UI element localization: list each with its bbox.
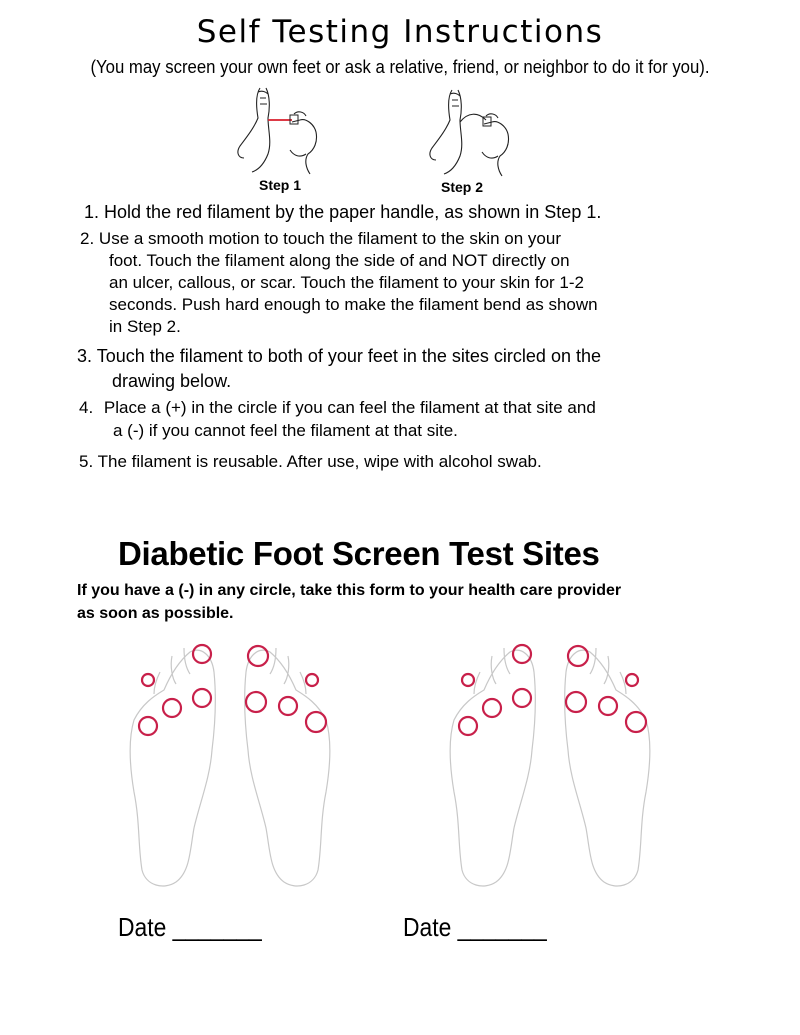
test-site-circle[interactable]: [193, 689, 211, 707]
instruction-number: 2.: [80, 229, 95, 248]
instruction-text: in Step 2.: [109, 317, 181, 336]
instruction-number: 3.: [77, 346, 93, 366]
instruction-text: a (-) if you cannot feel the filament at that site.: [113, 421, 458, 440]
instruction-number: 5.: [79, 452, 94, 471]
section-title: Diabetic Foot Screen Test Sites: [118, 535, 600, 572]
test-site-circle[interactable]: [163, 699, 181, 717]
instruction-text: drawing below.: [112, 371, 232, 391]
test-site-circle[interactable]: [626, 712, 646, 732]
test-site-circle[interactable]: [513, 645, 531, 663]
test-site-circle[interactable]: [459, 717, 477, 735]
instruction-text: seconds. Push hard enough to make the filament bend as shown: [109, 295, 598, 314]
test-site-circle[interactable]: [306, 674, 318, 686]
test-site-circle[interactable]: [568, 646, 588, 666]
instruction-2: [80, 228, 598, 338]
test-site-circle[interactable]: [483, 699, 501, 717]
instruction-4: [79, 396, 596, 442]
step1-illustration: [228, 84, 328, 176]
left-foot: [450, 645, 535, 886]
test-site-circle[interactable]: [246, 692, 266, 712]
instruction-1: [84, 201, 601, 224]
test-site-circle[interactable]: [462, 674, 474, 686]
test-site-circle[interactable]: [513, 689, 531, 707]
step1-label: Step 1: [259, 177, 302, 193]
instruction-5: [79, 451, 542, 473]
instruction-text: The filament is reusable. After use, wipe with alcohol swab.: [97, 452, 542, 471]
warning-line: as soon as possible.: [77, 605, 234, 622]
page-subtitle: (You may screen your own feet or ask a relative, friend, or neighbor to do it for you).: [90, 57, 710, 77]
instruction-3: [77, 344, 601, 394]
right-foot: [565, 646, 650, 886]
warning-line: If you have a (-) in any circle, take this form to your health care provider: [77, 582, 622, 599]
date-field-left[interactable]: Date _______: [118, 912, 262, 942]
right-foot: [245, 646, 330, 886]
date-field-right[interactable]: Date _______: [403, 912, 547, 942]
warning-text: [77, 579, 621, 625]
test-site-circle[interactable]: [626, 674, 638, 686]
test-site-circle[interactable]: [599, 697, 617, 715]
instruction-text: Hold the red filament by the paper handle, as shown in Step 1.: [104, 202, 602, 222]
instruction-number: 1.: [84, 202, 100, 222]
test-site-circle[interactable]: [566, 692, 586, 712]
test-site-circle[interactable]: [193, 645, 211, 663]
feet-diagram-left-pair: [120, 632, 340, 894]
page-title: Self Testing Instructions: [196, 14, 604, 50]
instruction-number: 4.: [79, 398, 94, 417]
instruction-text: Use a smooth motion to touch the filament to the skin on your: [98, 229, 562, 248]
instruction-text: an ulcer, callous, or scar. Touch the filament to your skin for 1-2: [109, 273, 584, 292]
test-site-circle[interactable]: [306, 712, 326, 732]
test-site-circle[interactable]: [142, 674, 154, 686]
left-foot: [130, 645, 215, 886]
test-site-circle[interactable]: [139, 717, 157, 735]
feet-diagram-right-pair: [440, 632, 660, 894]
instruction-text: foot. Touch the filament along the side of and NOT directly on: [109, 251, 570, 270]
instruction-text: Place a (+) in the circle if you can feel the filament at that site and: [103, 398, 596, 417]
step2-illustration: [420, 86, 520, 178]
test-site-circle[interactable]: [248, 646, 268, 666]
test-site-circle[interactable]: [279, 697, 297, 715]
instruction-text: Touch the filament to both of your feet in the sites circled on the: [96, 346, 601, 366]
step2-label: Step 2: [441, 179, 484, 195]
